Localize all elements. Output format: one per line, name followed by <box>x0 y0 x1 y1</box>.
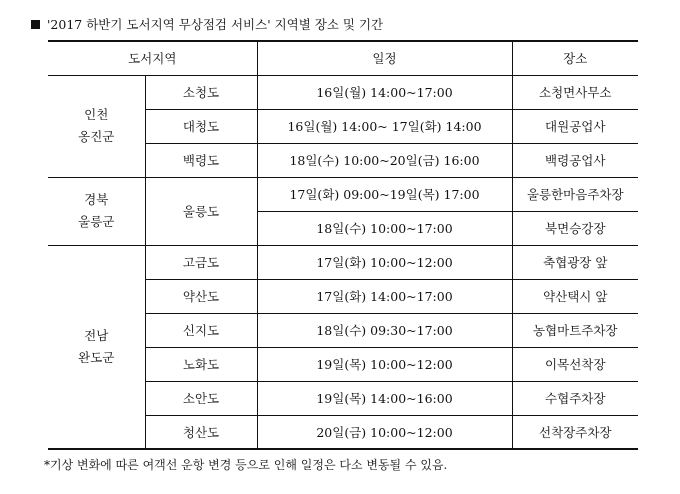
place-cell: 약산택시 앞 <box>512 279 638 313</box>
schedule-cell: 18일(수) 10:00~20일(금) 16:00 <box>257 143 512 177</box>
island-name: 소청도 <box>145 75 257 109</box>
island-name: 청산도 <box>145 415 257 449</box>
table-row <box>48 245 638 279</box>
table-body <box>48 75 638 449</box>
region-county: 울릉군 <box>78 214 115 229</box>
schedule-cell: 17일(화) 14:00~17:00 <box>257 279 512 313</box>
region-county: 옹진군 <box>78 129 115 144</box>
title-text: '2017 하반기 도서지역 무상점검 서비스' 지역별 장소 및 기간 <box>47 17 384 32</box>
schedule-cell: 19일(목) 10:00~12:00 <box>257 347 512 381</box>
schedule-table <box>48 40 638 450</box>
place-cell: 북면승강장 <box>512 211 638 245</box>
schedule-cell: 16일(월) 14:00~ 17일(화) 14:00 <box>257 109 512 143</box>
place-cell: 대원공업사 <box>512 109 638 143</box>
place-cell: 백령공업사 <box>512 143 638 177</box>
island-name: 소안도 <box>145 381 257 415</box>
header-place: 장소 <box>512 41 638 75</box>
header-schedule: 일정 <box>257 41 512 75</box>
header-row <box>48 41 638 75</box>
schedule-cell: 17일(화) 10:00~12:00 <box>257 245 512 279</box>
schedule-cell: 16일(월) 14:00~17:00 <box>257 75 512 109</box>
table-row <box>48 177 638 211</box>
place-cell: 울릉한마음주차장 <box>512 177 638 211</box>
region-province: 전남 <box>84 327 109 343</box>
region-county: 완도군 <box>78 349 115 365</box>
schedule-cell: 19일(목) 14:00~16:00 <box>257 381 512 415</box>
island-name: 고금도 <box>145 245 257 279</box>
region-province: 경북 <box>84 192 109 207</box>
table-row <box>48 75 638 109</box>
place-cell: 소청면사무소 <box>512 75 638 109</box>
document-title <box>31 15 383 33</box>
schedule-cell: 17일(화) 09:00~19일(목) 17:00 <box>257 177 512 211</box>
region-province: 인천 <box>84 107 109 122</box>
schedule-cell: 20일(금) 10:00~12:00 <box>257 415 512 449</box>
footnote: *기상 변화에 따른 여객선 운항 변경 등으로 인해 일정은 다소 변동될 수 있음. <box>44 458 448 472</box>
island-name: 백령도 <box>145 143 257 177</box>
island-name: 약산도 <box>145 279 257 313</box>
place-cell: 이목선착장 <box>512 347 638 381</box>
island-name: 울릉도 <box>145 177 257 245</box>
island-name: 노화도 <box>145 347 257 381</box>
region-cell <box>48 75 145 177</box>
schedule-cell: 18일(수) 10:00~17:00 <box>257 211 512 245</box>
schedule-cell: 18일(수) 09:30~17:00 <box>257 313 512 347</box>
island-name: 신지도 <box>145 313 257 347</box>
place-cell: 선착장주차장 <box>512 415 638 449</box>
square-bullet-icon <box>31 20 40 29</box>
place-cell: 수협주차장 <box>512 381 638 415</box>
header-region: 도서지역 <box>48 41 257 75</box>
place-cell: 축협광장 앞 <box>512 245 638 279</box>
place-cell: 농협마트주차장 <box>512 313 638 347</box>
region-cell <box>48 245 145 449</box>
island-name: 대청도 <box>145 109 257 143</box>
region-cell <box>48 177 145 245</box>
